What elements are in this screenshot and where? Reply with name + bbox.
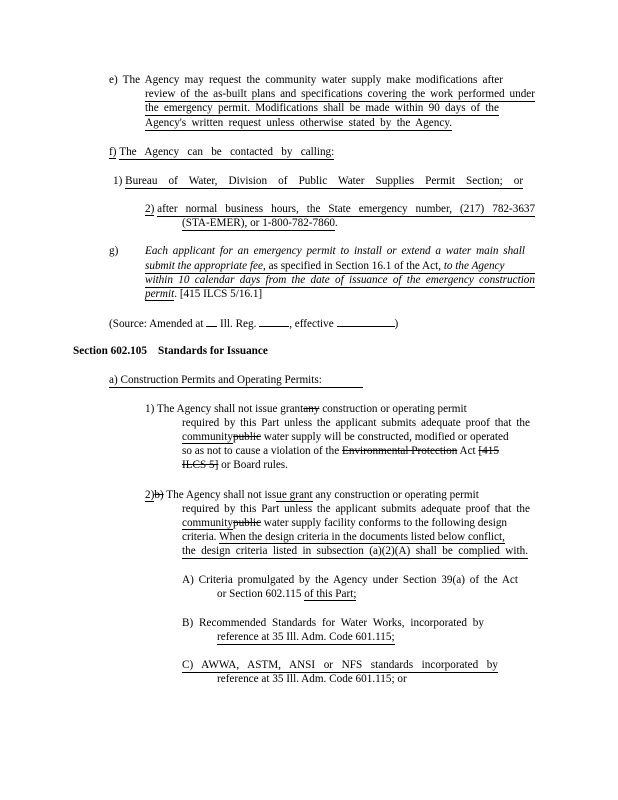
item-f2-label: 2)	[145, 203, 155, 215]
item-C-line-1: C) AWWA, ASTM, ANSI or NFS standards incorporated by	[182, 659, 498, 671]
source-ill-reg: Ill. Reg.	[220, 318, 257, 330]
para-g-section-ref: , as specified in Section 16.1 of the Act,	[262, 260, 442, 272]
item-A-section-ref: or Section 602.115	[217, 588, 302, 600]
item-C-line-2: reference at 35 Ill. Adm. Code 601.115; or	[217, 673, 407, 685]
item-f2-line-1	[145, 202, 537, 217]
item-a1-act: Act	[459, 445, 476, 457]
item-a2-label-old: b)	[154, 489, 164, 501]
section-number: Section 602.105	[73, 345, 147, 357]
para-f	[109, 145, 341, 160]
item-a2-text-3b: water supply facility conforms to the following design	[263, 517, 508, 529]
para-g-label: g)	[109, 245, 119, 257]
item-A-this-part: of this Part;	[304, 588, 357, 600]
para-g-line-3: within 10 calendar days from the date of issuance of the emergency construction	[145, 274, 535, 286]
item-a2-line-1	[145, 488, 499, 502]
item-a1-line-5	[182, 458, 288, 472]
item-a2-label-new: 2)	[145, 489, 155, 501]
para-f-text: The Agency can be contacted by calling:	[119, 146, 335, 158]
item-a1-struck-ilcs: ILCS 5]	[182, 459, 219, 471]
item-a1-text-1a: 1) The Agency shall not issue grant	[145, 403, 304, 415]
item-a1-line-3	[182, 430, 530, 444]
item-a1-line-2: required by this Part unless the applicant submits adequate proof that the	[182, 417, 530, 429]
item-a2-text-1a: The Agency shall not iss	[166, 489, 277, 501]
item-a2-line-4	[182, 530, 532, 544]
item-a1-text-5b: or Board rules.	[221, 459, 288, 471]
source-effective: , effective	[289, 318, 334, 330]
item-a1-line-4	[182, 444, 530, 458]
item-a1-text-1b: construction or operating permit	[322, 403, 467, 415]
para-e-line-1: e) The Agency may request the community water supply make modifications after	[109, 74, 503, 86]
item-a1-struck-public: public	[232, 431, 261, 443]
source-page-blank	[259, 316, 289, 327]
item-a2-line-2: required by this Part unless the applicant submits adequate proof that the	[182, 503, 530, 515]
item-a2-criteria: criteria.	[182, 531, 217, 543]
source-note	[109, 316, 421, 331]
para-g-line-4	[145, 287, 262, 301]
item-B-line-1: B) Recommended Standards for Water Works, incorporated by	[182, 617, 484, 629]
para-g-line-1: Each applicant for an emergency permit to install or extend a water main shall	[145, 245, 525, 257]
source-date-blank	[337, 316, 395, 327]
section-title: Standards for Issuance	[158, 345, 268, 357]
para-e-line-3: the emergency permit. Modifications shall be made within 90 days of the	[145, 102, 499, 114]
item-a1-community: community	[182, 431, 233, 443]
item-a2-line-3	[182, 516, 530, 530]
sub-a-line: a) Construction Permits and Operating Permits:	[109, 373, 363, 388]
para-f-label: f)	[109, 146, 117, 158]
para-e-line-4: Agency's written request unless otherwise stated by the Agency.	[145, 117, 452, 129]
item-A-line-1: A) Criteria promulgated by the Agency under Section 39(a) of the Act	[182, 574, 518, 586]
para-g-fee-text: submit the appropriate fee	[145, 260, 263, 272]
item-a1-text-3b: water supply will be constructed, modified or operated	[263, 431, 509, 443]
para-g-citation: . [415 ILCS 5/16.1]	[174, 288, 263, 300]
item-f1-text: Bureau of Water, Division of Public Water Supplies Permit Section; or	[125, 175, 524, 187]
item-a2-struck-public: public	[232, 517, 261, 529]
item-a1-text-4a: so as not to cause a violation of the	[182, 445, 340, 457]
para-g-line-2	[145, 259, 535, 274]
item-f2-text: after normal business hours, the State emergency number, (217) 782-3637	[157, 203, 536, 215]
item-f1	[113, 174, 525, 189]
para-e-line-2: review of the as-built plans and specifications covering the work performed under	[145, 88, 535, 100]
item-a1-struck-any: any	[303, 403, 320, 415]
item-a1-struck-415: [415	[478, 445, 499, 457]
source-volume-blank	[206, 316, 217, 327]
source-close-paren: )	[394, 318, 399, 330]
para-g-to-agency: to the Agency	[443, 260, 505, 272]
item-a1-struck-env-protection: Environmental Protection	[342, 445, 458, 457]
item-a2-community: community	[182, 517, 233, 529]
item-a2-grant: ue grant	[276, 489, 313, 501]
item-A-line-2	[217, 587, 356, 601]
item-a2-text-1b: any construction or operating permit	[315, 489, 479, 501]
item-B-line-2: reference at 35 Ill. Adm. Code 601.115;	[217, 631, 395, 643]
item-f1-label: 1)	[113, 175, 123, 187]
item-a2-line-5: the design criteria listed in subsection (a)(2)(A) shall be complied with.	[182, 545, 528, 557]
para-g-permit-text: permit	[145, 288, 175, 300]
item-f2-line-2: (STA-EMER), or 1-800-782-7860.	[182, 217, 338, 229]
item-a2-conflict-text: When the design criteria in the documents listed below conflict,	[219, 531, 505, 543]
item-a1-line-1	[145, 402, 499, 416]
source-amended-text: (Source: Amended at	[109, 318, 204, 330]
